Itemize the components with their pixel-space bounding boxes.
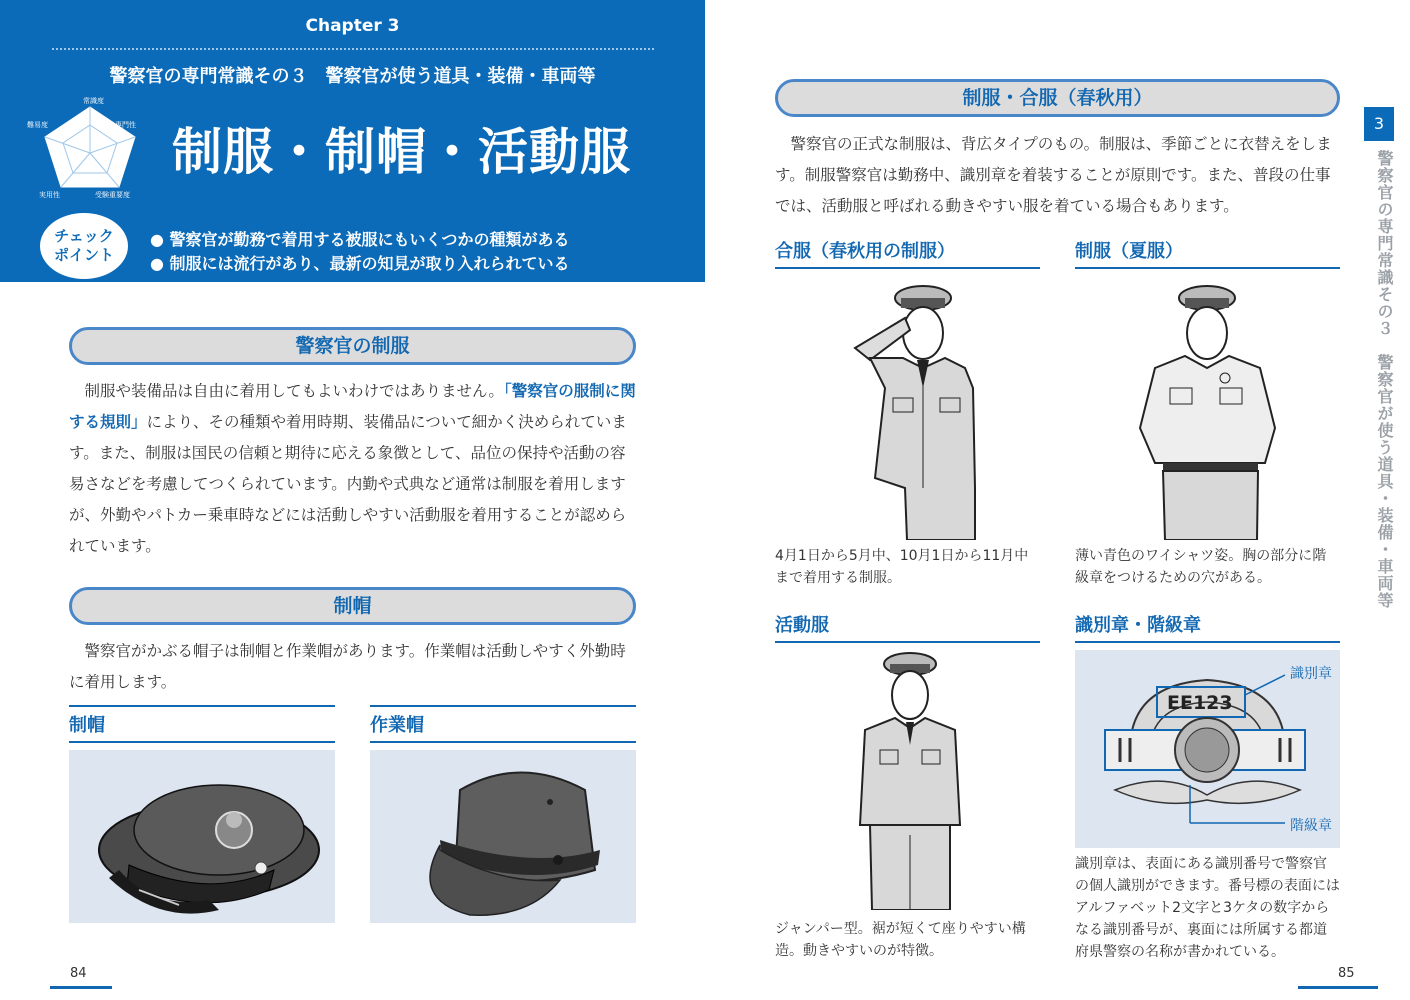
regulation-link: 「警察官の服制に関する規則」 — [69, 382, 636, 431]
chapter-label: Chapter 3 — [305, 16, 400, 36]
peaked-cap-image — [69, 750, 335, 923]
chapter-side-title: 警察官の専門常識その３ 警察官が使う道具・装備・車両等 — [1375, 150, 1394, 609]
page-number: 84 — [70, 966, 87, 981]
item-caption: ジャンパー型。裾が短くて座りやすい構造。動きやすいのが特徴。 — [775, 921, 1026, 959]
section-body: 警察官がかぶる帽子は制帽と作業帽があります。作業帽は活動しやすく外勤時に着用します。 — [69, 642, 626, 691]
section-body: 警察官の正式な制服は、背広タイプのもの。制服は、季節ごとに衣替えをします。制服警察官は勤務中、識別章を着装することが原則です。また、普段の仕事では、活動服と呼ばれる動きやすい服を着ている場合もあります。 — [775, 135, 1332, 215]
summer-uniform-illustration — [1125, 278, 1295, 540]
radar-label: 常識度 — [83, 97, 104, 105]
check-label: ポイント — [53, 246, 114, 264]
item-label: 制服（夏服） — [1075, 233, 1340, 269]
badge-illustration — [1075, 650, 1340, 848]
section-heading: 制帽 — [69, 587, 636, 625]
section-heading: 制服・合服（春秋用） — [775, 79, 1340, 117]
spring-autumn-uniform-illustration — [815, 278, 1005, 540]
page-number-underline — [50, 986, 112, 989]
check-label: チェック — [54, 227, 114, 245]
badge-callout: 識別章 — [1290, 666, 1332, 682]
dotted-divider — [52, 48, 654, 50]
cap-label: 作業帽 — [370, 705, 636, 743]
difficulty-radar-chart — [25, 93, 155, 201]
work-cap-image — [370, 750, 636, 923]
chapter-tab: 3 — [1364, 107, 1394, 141]
page-number: 85 — [1338, 966, 1355, 981]
check-point-item: ● 警察官が勤務で着用する被服にもいくつかの種類がある — [150, 230, 570, 249]
radar-label: 受験重要度 — [95, 191, 130, 199]
cap-label: 制帽 — [69, 705, 335, 743]
radar-label: 実用性 — [39, 191, 60, 199]
radar-label: 難易度 — [27, 121, 48, 129]
item-label: 合服（春秋用の制服） — [775, 233, 1040, 269]
section-body: 制服や装備品は自由に着用してもよいわけではありません。「警察官の服制に関する規則」により、その種類や着用時期、装備品について細かく決められています。また、制服は国民の信頼と期待に応える象徴として、品位の保持や活動の容易さなどを考慮してつくられています。内勤や式典など通常は制服を着用しますが、外勤やパトカー乗車時などには活動しやすい活動服を着用することが認められています。 — [69, 382, 636, 555]
item-caption: 4月1日から5月中、10月1日から11月中まで着用する制服。 — [775, 548, 1029, 586]
item-label: 識別章・階級章 — [1075, 607, 1340, 643]
check-point-badge — [40, 213, 128, 279]
item-label: 活動服 — [775, 607, 1040, 643]
activity-uniform-illustration — [850, 650, 970, 910]
page-title: 制服・制帽・活動服 — [172, 123, 631, 181]
check-point-item: ● 制服には流行があり、最新の知見が取り入れられている — [150, 254, 570, 273]
badge-number: EE123 — [1167, 692, 1233, 714]
item-caption: 薄い青色のワイシャツ姿。胸の部分に階級章をつけるための穴がある。 — [1075, 548, 1327, 586]
chapter-subtitle: 警察官の専門常識その３ 警察官が使う道具・装備・車両等 — [109, 66, 596, 87]
page-number-underline — [1298, 986, 1378, 989]
section-heading: 警察官の制服 — [69, 327, 636, 365]
radar-label: 専門性 — [115, 121, 136, 129]
badge-callout: 階級章 — [1290, 818, 1332, 834]
item-caption: 識別章は、表面にある識別番号で警察官の個人識別ができます。番号標の表面にはアルファベット2文字と3ケタの数字からなる識別番号が、裏面には所属する都道府県警察の名称が書かれている。 — [1075, 856, 1340, 960]
